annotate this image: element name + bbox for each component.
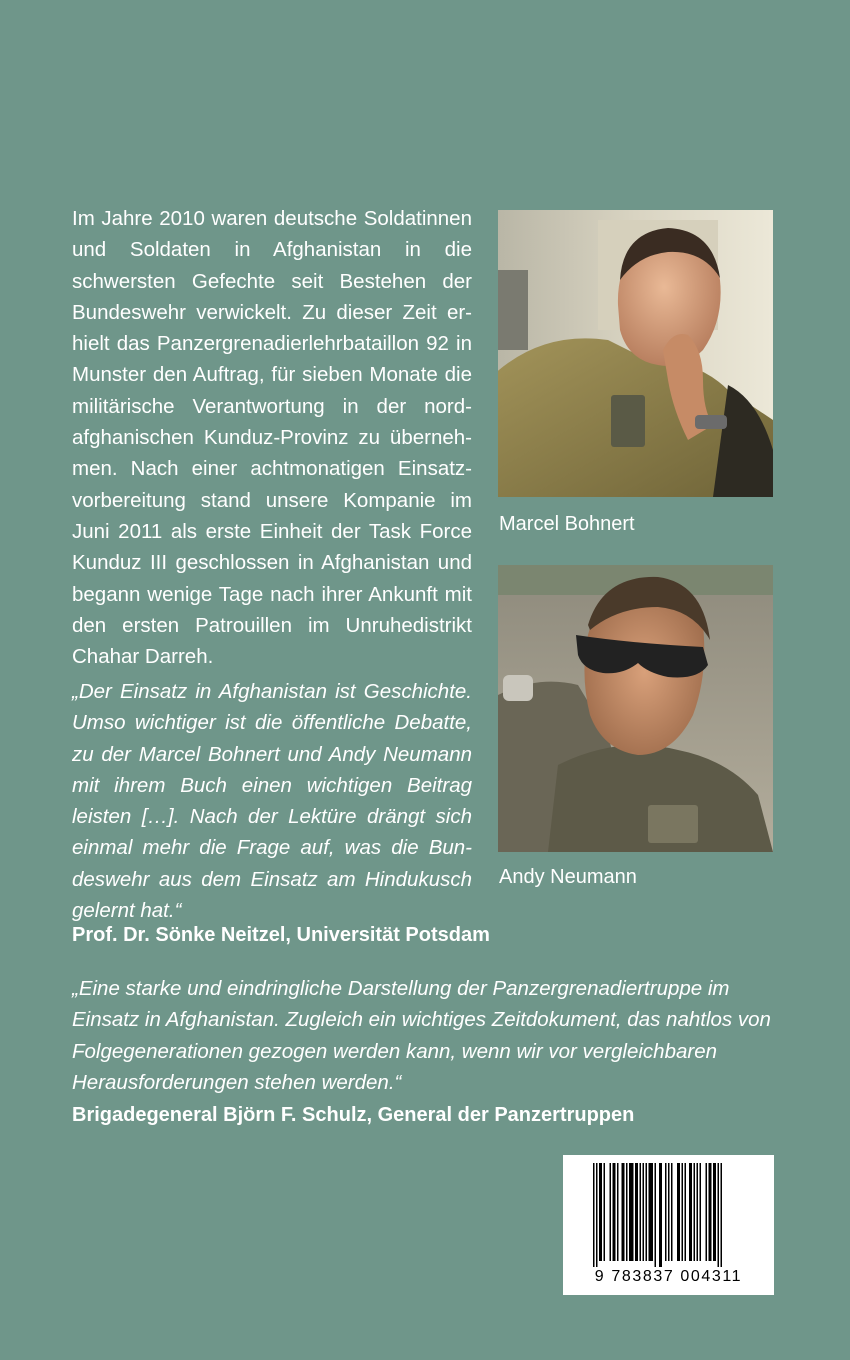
- barcode-bar: [659, 1163, 662, 1267]
- barcode-bar: [655, 1163, 657, 1267]
- barcode-bar: [626, 1163, 628, 1261]
- author-photo-neumann: [498, 565, 773, 852]
- barcode-bar: [665, 1163, 667, 1261]
- barcode-bar: [709, 1163, 712, 1261]
- barcode-bars: [563, 1155, 774, 1267]
- quote-neitzel: „Der Einsatz in Afghanistan ist Geschichte. Umso wichtiger ist die öffentliche Debatte, zu der Marcel Bohnert und Andy Neumann mit ihrem Buch einen wichtigen Beitrag leisten […]. Nach der Lektüre drängt sich einmal mehr die Frage auf, was die Bundeswehr aus dem Einsatz am Hindukusch gelernt hat.“: [72, 680, 472, 923]
- barcode-bar: [643, 1163, 645, 1261]
- barcode-bar: [685, 1163, 687, 1261]
- barcode-bar: [646, 1163, 648, 1261]
- barcode-bar: [718, 1163, 720, 1267]
- barcode-bar: [617, 1163, 619, 1261]
- barcode-bar: [604, 1163, 606, 1261]
- barcode-bar: [610, 1163, 612, 1261]
- isbn-barcode: [563, 1155, 774, 1295]
- barcode-bar: [706, 1163, 708, 1261]
- quote-schulz: „Eine starke und eindringliche Darstellung der Panzergrenadiertruppe im Einsatz in Afghanistan. Zugleich ein wichtiges Zeitdokument, das nahtlos von Folgegenerationen gezogen werden kann, wenn wir vor vergleichbaren Herausforderungen stehen werden.“: [72, 977, 771, 1094]
- barcode-bar: [593, 1163, 595, 1267]
- isbn-digits: 9 783837 004311: [594, 1268, 743, 1285]
- barcode-bar: [635, 1163, 638, 1261]
- barcode-bar: [599, 1163, 602, 1261]
- barcode-bar: [677, 1163, 680, 1261]
- barcode-bar: [622, 1163, 625, 1261]
- barcode-bar: [689, 1163, 692, 1261]
- barcode-bar: [629, 1163, 634, 1261]
- quote-neitzel-author: Prof. Dr. Sönke Neitzel, Universität Potsdam: [72, 924, 490, 946]
- barcode-bar: [613, 1163, 616, 1261]
- quote-schulz-author: Brigadegeneral Björn F. Schulz, General der Panzertruppen: [72, 1104, 635, 1126]
- barcode-bar: [713, 1163, 716, 1261]
- barcode-bar: [697, 1163, 699, 1261]
- barcode-bar: [649, 1163, 654, 1261]
- barcode-bar: [640, 1163, 642, 1261]
- barcode-bar: [694, 1163, 696, 1261]
- photo-caption-bohnert: Marcel Bohnert: [499, 513, 635, 535]
- barcode-bar: [596, 1163, 598, 1267]
- barcode-bar: [700, 1163, 702, 1261]
- photo-caption-neumann: Andy Neumann: [499, 866, 637, 888]
- author-photo-bohnert: [498, 210, 773, 497]
- barcode-bar: [721, 1163, 723, 1267]
- barcode-bar: [671, 1163, 673, 1261]
- barcode-bar: [682, 1163, 684, 1261]
- intro-paragraph: Im Jahre 2010 waren deutsche Soldatinnen und Soldaten in Afghanistan in die schwersten Gefechte seit Bestehen der Bundeswehr verwickelt. Zu dieser Zeit erhielt das Panzergrenadierlehrbataillon 92 in Munster den Auftrag, für sieben Monate die militärische Verantwortung in der nordafghanischen Kunduz-Provinz zu übernehmen. Nach einer achtmonatigen Einsatzvorbereitung stand unsere Kompanie im Juni 2011 als erste Einheit der Task Force Kunduz III geschlossen in Afghanistan und begann wenige Tage nach ihrer Ankunft mit den ersten Patrouillen im Unruhedistrikt Chahar Darreh.: [72, 207, 472, 669]
- barcode-bar: [668, 1163, 670, 1261]
